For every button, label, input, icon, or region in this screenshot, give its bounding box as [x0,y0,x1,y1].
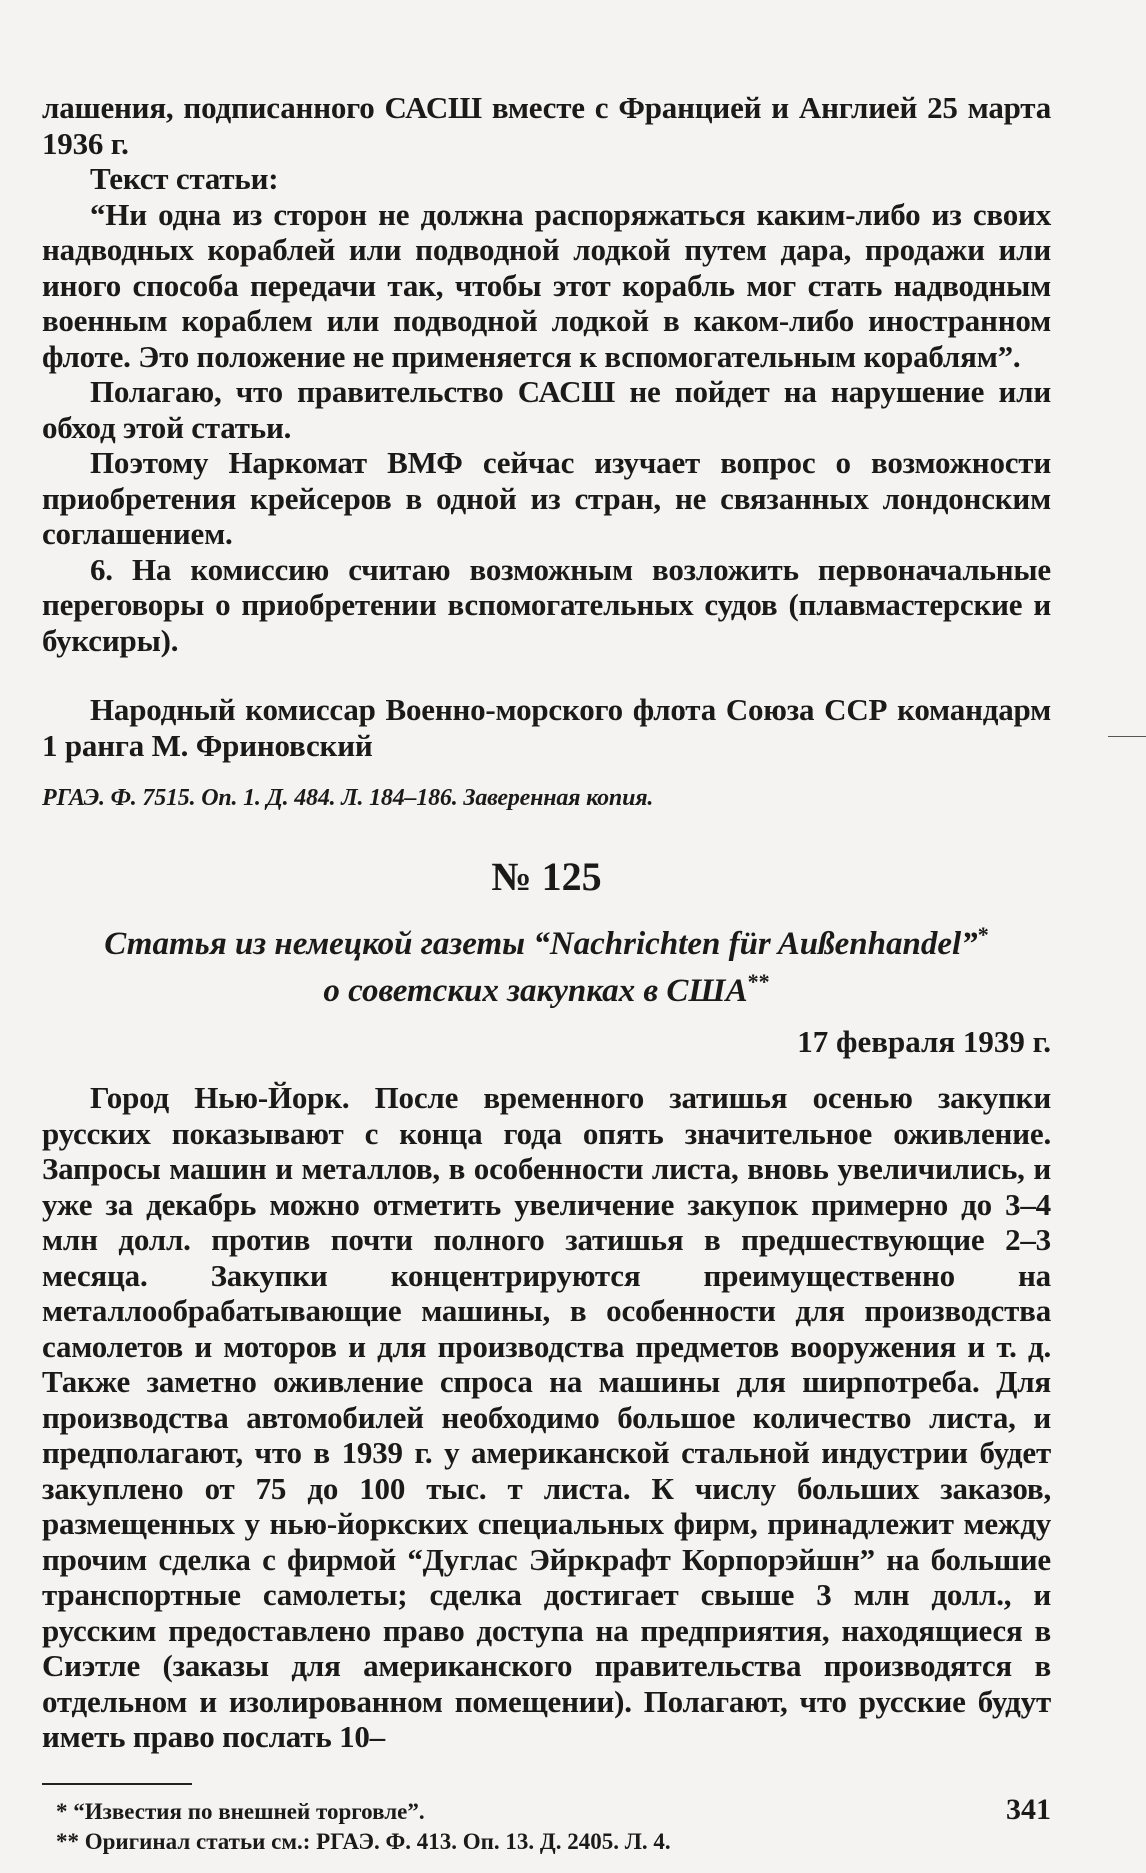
paragraph-article-quote: “Ни одна из сторон не должна распоряжаться каким-либо из своих надводных кораблей или подводной лодкой путем дара, продажи или иного способа передачи так, чтобы этот корабль мог стать надводным военным кораблем или подводной лодкой в каком-либо иностранном флоте. Это положение не применяется к вспомогательным кораблям”. [42,196,1051,374]
document-title [42,916,1051,1010]
footnote-divider [42,1783,192,1785]
page-number: 341 [1006,1793,1051,1826]
document-title-line-2: о советских закупках в США [323,973,748,1009]
footnote-1-mark: * [56,1798,68,1824]
signature-block: Народный комиссар Военно-морского флота Союза ССР командарм 1 ранга М. Фриновский [42,692,1051,763]
footnote-1 [56,1797,1051,1827]
footnote-1-text: “Известия по внешней торговле”. [73,1798,425,1824]
paragraph-navy-study: Поэтому Наркомат ВМФ сейчас изучает вопрос о возможности приобретения крейсеров в одной из стран, не связанных лондонским соглашением. [42,445,1051,551]
footnote-mark-2: ** [747,969,770,994]
document-date: 17 февраля 1939 г. [797,1024,1051,1059]
article-body: Город Нью-Йорк. После временного затишья осенью закупки русских показывают с конца года опять значительное оживление. Запросы машин и металлов, в особенности листа, вновь увеличились, и уже за декабрь можно отметить увеличение закупок примерно до 3–4 млн долл. против почти полного затишья в предшествующие 2–3 месяца. Закупки концентрируются преимущественно на металлообрабатывающие машины, в особенности для производства самолетов и моторов и для производства предметов вооружения и т. д. Также заметно оживление спроса на машины для ширпотреба. Для производства автомобилей необходимо большое количество листа, и предполагают, что в 1939 г. у американской стальной индустрии будет закуплено от 75 до 100 тыс. т листа. К числу больших заказов, размещенных у нью-йоркских специальных фирм, принадлежит между прочим сделка с фирмой “Дуглас Эйркрафт Корпорэйшн” на большие транспортные самолеты; сделка достигает свыше 3 млн долл., и русским предоставлено право доступа на предприятия, находящиеся в Сиэтле (заказы для американского правительства производятся в отдельном и изолированном помещении). Полагают, что русские будут иметь право послать 10– [42,1080,1051,1754]
paragraph-commission: 6. На комиссию считаю возможным возложить первоначальные переговоры о приобретении вспомогательных судов (плавмастерские и буксиры). [42,551,1051,658]
footnote-2-text: Оригинал статьи см.: РГАЭ. Ф. 413. Оп. 13. Д. 2405. Л. 4. [84,1828,671,1854]
paragraph-article-text-label: Текст статьи: [90,161,279,196]
paragraph-opinion: Полагаю, что правительство САСШ не пойдет на нарушение или обход этой статьи. [42,374,1051,445]
footnote-2 [56,1827,1051,1857]
margin-tick [1108,736,1146,737]
paragraph-continuation: лашения, подписанного САСШ вместе с Францией и Англией 25 марта 1936 г. [42,90,1051,161]
document-title-line-1: Статья из немецкой газеты “Nachrichten für Außenhandel” [104,926,978,962]
document-number-heading: № 125 [491,854,602,899]
archive-source-citation: РГАЭ. Ф. 7515. Оп. 1. Д. 484. Л. 184–186. Заверенная копия. [42,785,654,811]
footnote-mark-1: * [977,922,989,947]
footnote-2-mark: ** [56,1828,79,1854]
